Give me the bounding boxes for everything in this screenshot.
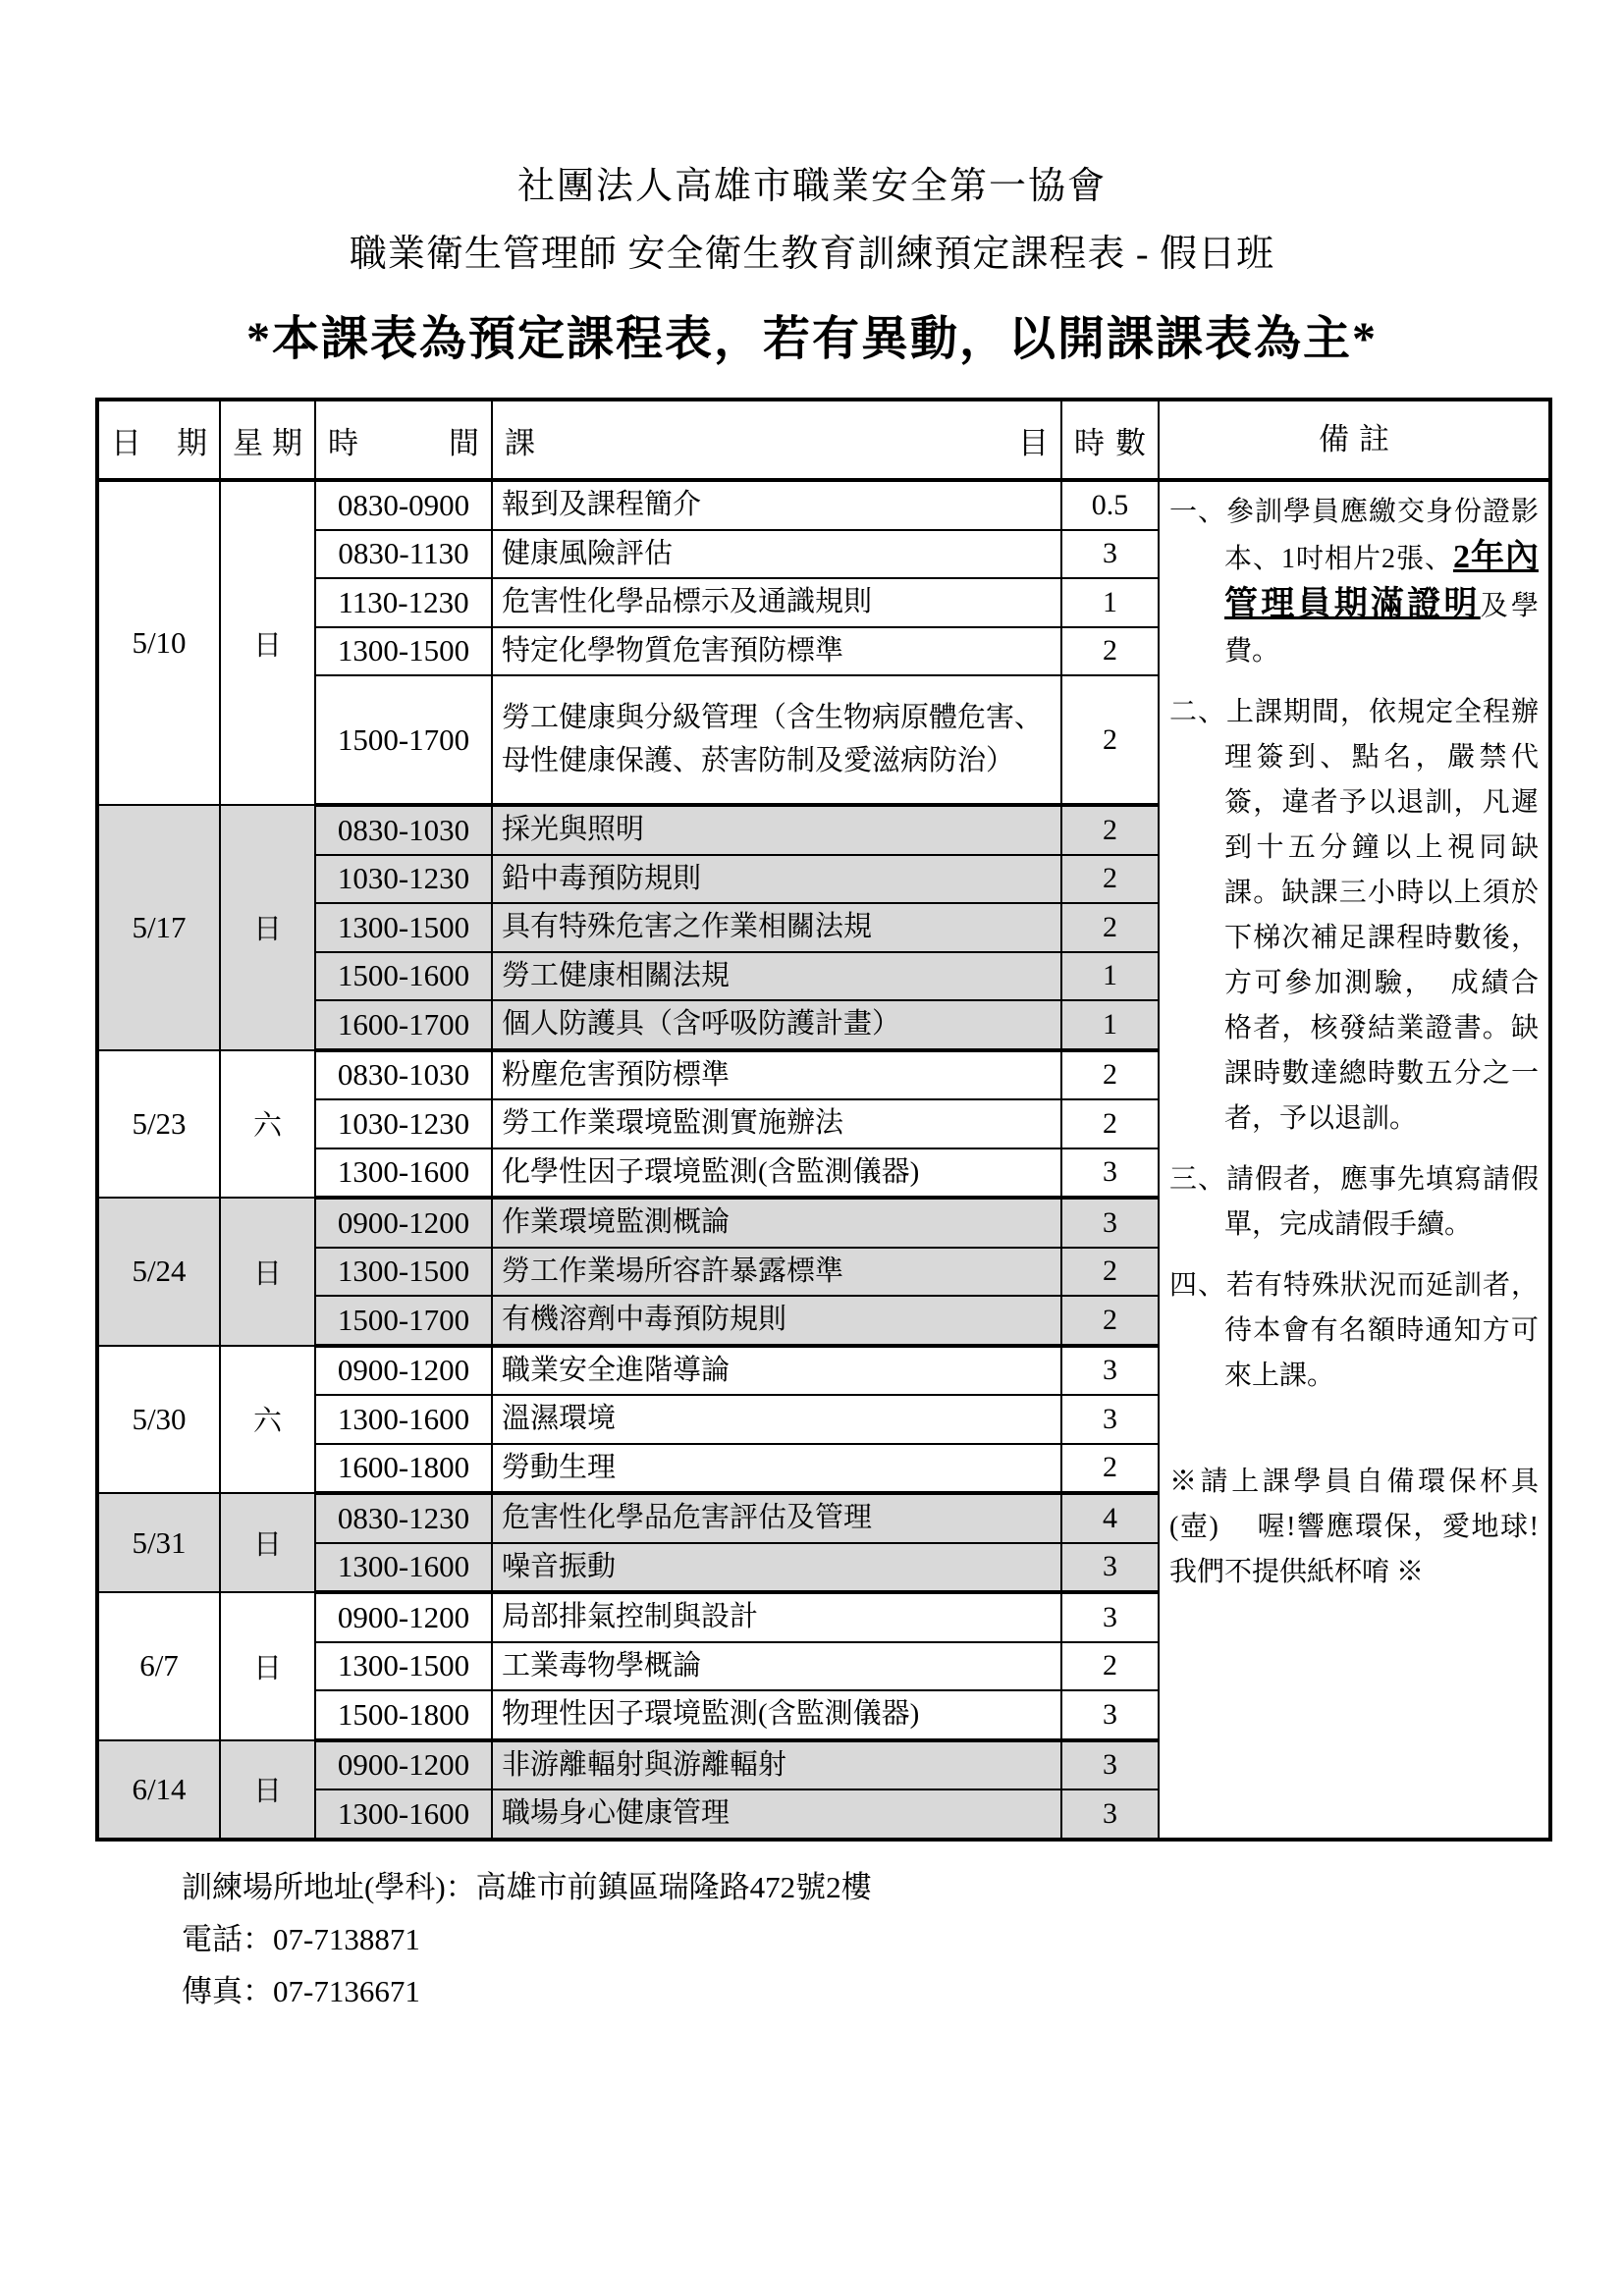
document-footer <box>182 1861 1624 2017</box>
hours-cell: 1 <box>1061 578 1159 627</box>
time-cell: 0900-1200 <box>315 1592 492 1642</box>
header-course: 課 目 <box>505 425 1049 460</box>
weekday-cell: 六 <box>220 1346 315 1494</box>
hours-cell: 2 <box>1061 855 1159 904</box>
time-cell: 0830-1230 <box>315 1493 492 1543</box>
course-cell: 危害性化學品危害評估及管理 <box>492 1493 1061 1543</box>
time-cell: 1030-1230 <box>315 1099 492 1148</box>
hours-cell: 2 <box>1061 1099 1159 1148</box>
hours-cell: 2 <box>1061 1444 1159 1494</box>
date-cell: 5/31 <box>97 1493 220 1592</box>
time-cell: 0830-1030 <box>315 805 492 855</box>
weekday-cell: 日 <box>220 1592 315 1740</box>
time-cell: 1300-1500 <box>315 1642 492 1691</box>
hours-cell: 3 <box>1061 530 1159 579</box>
time-cell: 1300-1500 <box>315 627 492 676</box>
time-cell: 1500-1700 <box>315 675 492 805</box>
course-cell: 勞工作業場所容許暴露標準 <box>492 1248 1061 1297</box>
note-item: 三、請假者，應事先填寫請假單，完成請假手續。 <box>1169 1164 1539 1240</box>
hours-cell: 2 <box>1061 627 1159 676</box>
time-cell: 0830-1030 <box>315 1050 492 1100</box>
note-marker: 一、 <box>1169 497 1226 527</box>
footer-fax: 傳真：07-7136671 <box>182 1973 420 2008</box>
course-cell: 化學性因子環境監測(含監測儀器) <box>492 1148 1061 1199</box>
course-cell: 物理性因子環境監測(含監測儀器) <box>492 1690 1061 1740</box>
course-cell: 勞工作業環境監測實施辦法 <box>492 1099 1061 1148</box>
note-marker: 四、 <box>1169 1270 1226 1301</box>
hours-cell: 2 <box>1061 1248 1159 1297</box>
time-cell: 0830-1130 <box>315 530 492 579</box>
hours-cell: 3 <box>1061 1740 1159 1790</box>
footer-address: 訓練場所地址(學科)：高雄市前鎮區瑞隆路472號2樓 <box>182 1869 872 1904</box>
time-cell: 1300-1500 <box>315 1248 492 1297</box>
time-cell: 1500-1600 <box>315 952 492 1001</box>
date-cell: 6/7 <box>97 1592 220 1740</box>
header-time: 時 間 <box>328 425 479 460</box>
course-cell: 報到及課程簡介 <box>492 480 1061 530</box>
header-date: 日 期 <box>111 425 207 460</box>
hours-cell: 2 <box>1061 1296 1159 1346</box>
footer-phone: 電話：07-7138871 <box>182 1921 420 1956</box>
course-cell: 具有特殊危害之作業相關法規 <box>492 903 1061 952</box>
time-cell: 1300-1600 <box>315 1395 492 1444</box>
hours-cell: 2 <box>1061 805 1159 855</box>
date-cell: 5/23 <box>97 1050 220 1199</box>
course-cell: 局部排氣控制與設計 <box>492 1592 1061 1642</box>
note-item: 二、上課期間，依規定全程辦理簽到、點名，嚴禁代簽，違者予以退訓，凡遲到十五分鐘以上視同缺課。缺課三小時以上須於下梯次補足課程時數後，方可參加測驗， 成績合格者，核發結業證書。缺課時數達總時數五分之一者，予以退訓。 <box>1169 697 1539 1134</box>
date-cell: 5/24 <box>97 1198 220 1346</box>
hours-cell: 3 <box>1061 1690 1159 1740</box>
note-item: 一、參訓學員應繳交身份證影本、1吋相片2張、2年內管理員期滿證明及學費。 <box>1169 497 1539 667</box>
course-cell: 溫濕環境 <box>492 1395 1061 1444</box>
weekday-cell: 日 <box>220 1198 315 1346</box>
weekday-cell: 日 <box>220 1493 315 1592</box>
schedule-table <box>95 398 1552 1842</box>
hours-cell: 3 <box>1061 1148 1159 1199</box>
date-cell: 5/10 <box>97 480 220 805</box>
remarks-cell <box>1159 480 1550 1840</box>
course-cell: 健康風險評估 <box>492 530 1061 579</box>
hours-cell: 3 <box>1061 1789 1159 1840</box>
course-cell: 職業安全進階導論 <box>492 1346 1061 1396</box>
course-cell: 鉛中毒預防規則 <box>492 855 1061 904</box>
time-cell: 1030-1230 <box>315 855 492 904</box>
time-cell: 0830-0900 <box>315 480 492 530</box>
course-cell: 特定化學物質危害預防標準 <box>492 627 1061 676</box>
hours-cell: 2 <box>1061 675 1159 805</box>
date-cell: 6/14 <box>97 1740 220 1840</box>
weekday-cell: 日 <box>220 480 315 805</box>
table-row <box>97 480 1550 530</box>
header-weekday: 星 期 <box>233 425 302 460</box>
hours-cell: 3 <box>1061 1543 1159 1593</box>
weekday-cell: 日 <box>220 805 315 1050</box>
hours-cell: 3 <box>1061 1198 1159 1248</box>
date-cell: 5/30 <box>97 1346 220 1494</box>
header-row <box>97 400 1550 480</box>
time-cell: 1300-1500 <box>315 903 492 952</box>
schedule-notice: *本課表為預定課程表，若有異動，以開課課表為主* <box>245 313 1378 365</box>
course-cell: 噪音振動 <box>492 1543 1061 1593</box>
note-item: 四、若有特殊狀況而延訓者，待本會有名額時通知方可來上課。 <box>1169 1270 1539 1391</box>
hours-cell: 3 <box>1061 1395 1159 1444</box>
time-cell: 1300-1600 <box>315 1543 492 1593</box>
course-cell: 勞動生理 <box>492 1444 1061 1494</box>
weekday-cell: 六 <box>220 1050 315 1199</box>
course-cell: 非游離輻射與游離輻射 <box>492 1740 1061 1790</box>
hours-cell: 3 <box>1061 1592 1159 1642</box>
course-cell: 工業毒物學概論 <box>492 1642 1061 1691</box>
organization-title: 社團法人高雄市職業安全第一協會 <box>516 166 1107 207</box>
course-cell: 作業環境監測概論 <box>492 1198 1061 1248</box>
course-cell: 粉塵危害預防標準 <box>492 1050 1061 1100</box>
course-cell: 危害性化學品標示及通識規則 <box>492 578 1061 627</box>
hours-cell: 0.5 <box>1061 480 1159 530</box>
date-cell: 5/17 <box>97 805 220 1050</box>
course-cell: 個人防護具（含呼吸防護計畫） <box>492 1000 1061 1050</box>
time-cell: 0900-1200 <box>315 1198 492 1248</box>
eco-note: ※請上課學員自備環保杯具(壺) 喔!響應環保，愛地球!我們不提供紙杯唷 ※ <box>1169 1467 1539 1587</box>
hours-cell: 2 <box>1061 1642 1159 1691</box>
hours-cell: 1 <box>1061 952 1159 1001</box>
time-cell: 1130-1230 <box>315 578 492 627</box>
hours-cell: 4 <box>1061 1493 1159 1543</box>
course-cell: 有機溶劑中毒預防規則 <box>492 1296 1061 1346</box>
course-cell: 採光與照明 <box>492 805 1061 855</box>
course-cell: 職場身心健康管理 <box>492 1789 1061 1840</box>
hours-cell: 2 <box>1061 903 1159 952</box>
time-cell: 0900-1200 <box>315 1740 492 1790</box>
time-cell: 1600-1800 <box>315 1444 492 1494</box>
course-subtitle: 職業衛生管理師 安全衛生教育訓練預定課程表 - 假日班 <box>349 234 1275 275</box>
hours-cell: 3 <box>1061 1346 1159 1396</box>
time-cell: 0900-1200 <box>315 1346 492 1396</box>
time-cell: 1300-1600 <box>315 1148 492 1199</box>
time-cell: 1600-1700 <box>315 1000 492 1050</box>
weekday-cell: 日 <box>220 1740 315 1840</box>
note-marker: 二、 <box>1169 697 1226 727</box>
time-cell: 1500-1700 <box>315 1296 492 1346</box>
header-remarks: 備註 <box>1319 422 1399 456</box>
header-hours: 時 數 <box>1074 425 1146 460</box>
time-cell: 1300-1600 <box>315 1789 492 1840</box>
document-header <box>0 0 1624 368</box>
hours-cell: 1 <box>1061 1000 1159 1050</box>
hours-cell: 2 <box>1061 1050 1159 1100</box>
course-cell: 勞工健康與分級管理（含生物病原體危害、母性健康保護、菸害防制及愛滋病防治） <box>492 675 1061 805</box>
course-cell: 勞工健康相關法規 <box>492 952 1061 1001</box>
note-marker: 三、 <box>1169 1164 1226 1195</box>
time-cell: 1500-1800 <box>315 1690 492 1740</box>
